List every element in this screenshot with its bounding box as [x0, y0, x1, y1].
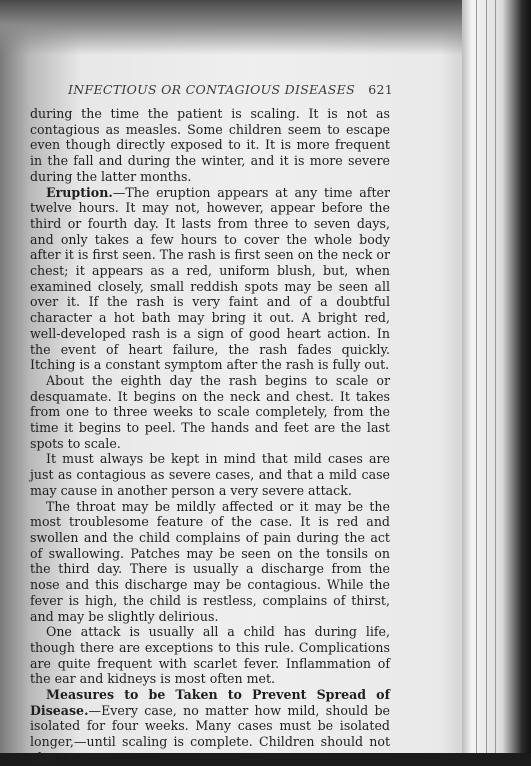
- body-text: [30, 106, 390, 766]
- page-number: 621: [368, 82, 393, 97]
- paragraph-text: —The eruption appears at any time after twelve hours. It may not, however, appear before the third or fourth day. It lasts from three to seven days, and only takes a few hours to cover the whole body after it is first seen. The rash is first seen on the neck or chest; it appears as a red, uniform blush, but, when examined closely, small reddish spots may be seen all over it. If the rash is very faint and of a doubtful character a hot bath may bring it out. A bright red, well-developed rash is a sign of good heart action. In the event of heart failure, the rash fades quickly. Itching is a constant symptom after the rash is fully out.: [30, 184, 390, 373]
- paragraph-desquamation: [30, 373, 390, 452]
- paragraph-scaling: [30, 106, 390, 185]
- paragraph-text: The throat may be mildly affected or it may be the most troublesome feature of the case. It is red and swollen and the child complains of pain during the act of swallowing. Patches may be seen on the tonsils on the third day. There is usually a discharge from the nose and this discharge may be contagious. While the fever is high, the child is restless, complains of thirst, and may be slightly delirious.: [30, 498, 390, 624]
- paragraph-text: It must always be kept in mind that mild cases are just as contagious as severe cases, and that a mild case may cause in another person a very severe attack.: [30, 451, 390, 498]
- paragraph-mild-cases: [30, 451, 390, 498]
- paragraph-prevention: [30, 687, 390, 766]
- page-edge-line: [495, 0, 496, 753]
- page-edge-line: [476, 0, 477, 753]
- page-edge-line: [486, 0, 487, 753]
- paragraph-text: during the time the patient is scaling. It is not as contagious as measles. Some children seem to escape even though directly exposed to it. It is more frequent in the fall and during the winter, and it is more severe during the latter months.: [30, 106, 390, 184]
- paragraph-complications: [30, 624, 390, 687]
- paragraph-text: One attack is usually all a child has during life, though there are exceptions to this rule. Complications are quite frequent with scarlet fever. Inflammation of the ear and kidneys is most often met.: [30, 624, 390, 687]
- paragraph-heading: Measures to be Taken to Prevent Spread of Disease.: [30, 687, 390, 718]
- page-edges: [462, 0, 531, 753]
- paragraph-throat: [30, 499, 390, 625]
- paragraph-heading: Eruption.: [46, 184, 113, 200]
- page-header: [68, 82, 393, 102]
- running-head: INFECTIOUS OR CONTAGIOUS DISEASES: [68, 82, 355, 97]
- paragraph-text: About the eighth day the rash begins to scale or desquamate. It begins on the neck and chest. It takes from one to three weeks to scale completely, from the time it begins to peel. The hands and feet are the last spots to scale.: [30, 372, 390, 451]
- paragraph-text: —Every case, no matter how mild, should be isolated for four weeks. Many cases must be isolated longer,—until scaling is complete. Children should not play or: [30, 702, 390, 765]
- paragraph-eruption: [30, 185, 390, 373]
